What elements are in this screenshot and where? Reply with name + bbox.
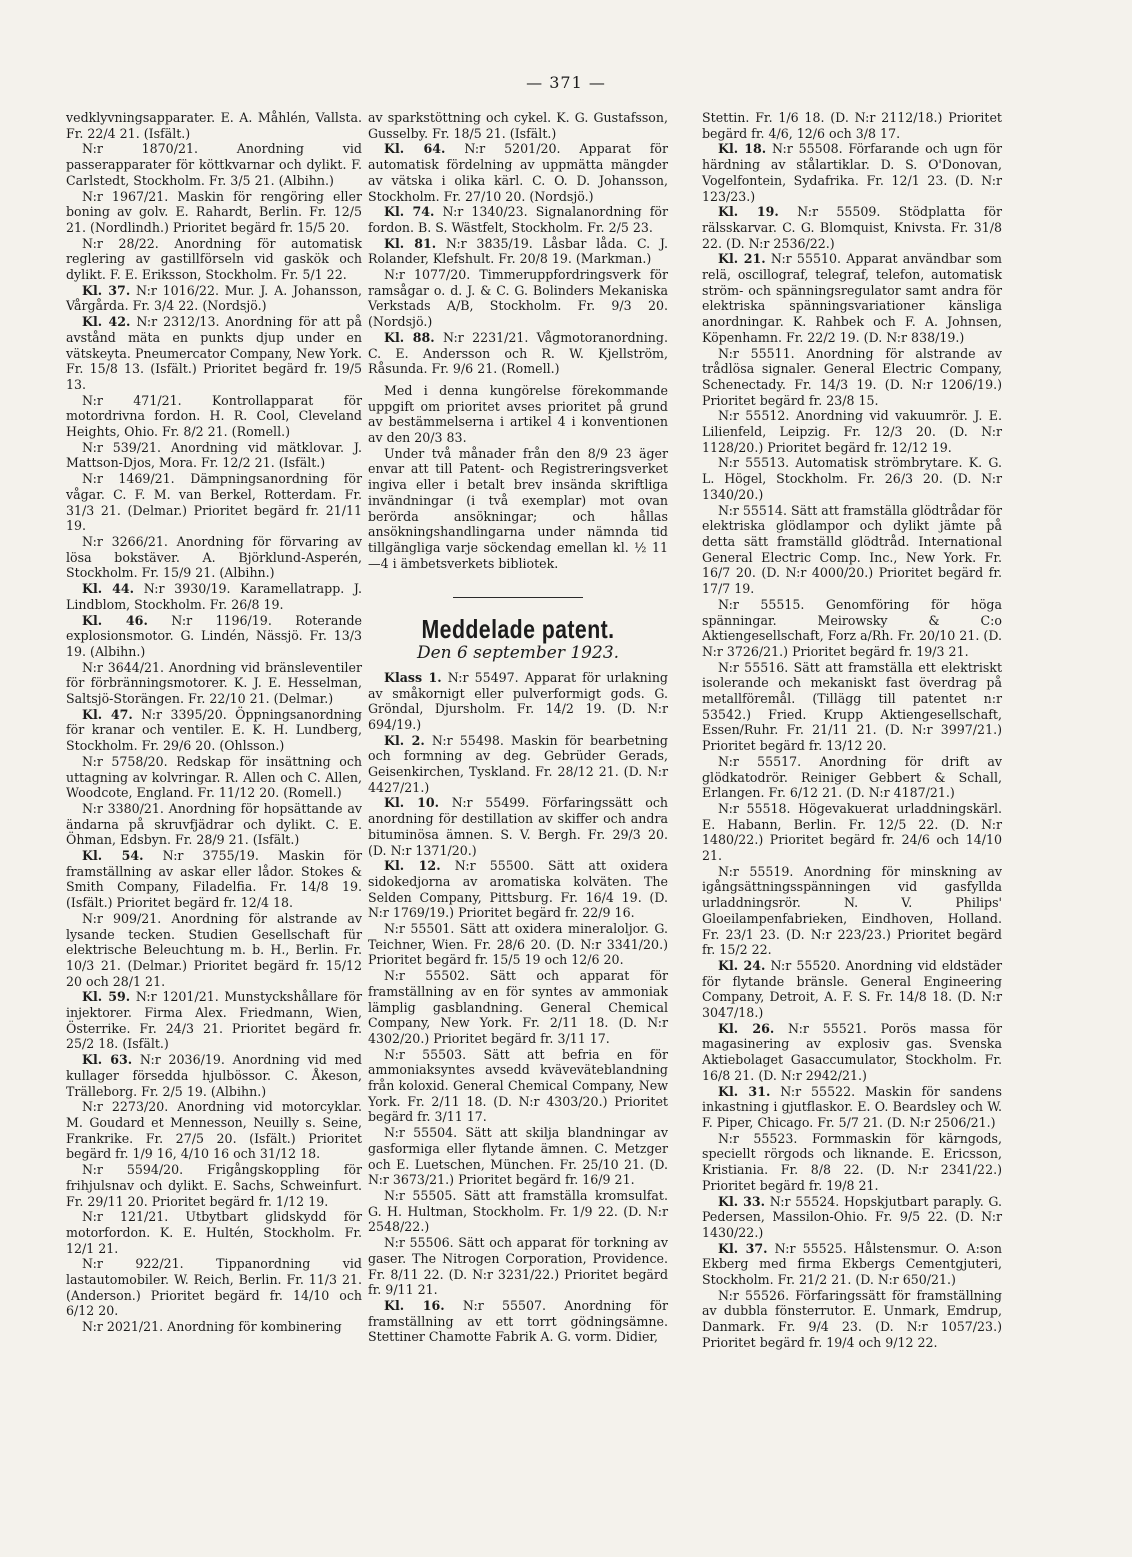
entry-paragraph: Kl. 19. N:r 55509. Stödplatta för rälsskarvar. C. G. Blomquist, Knivsta. Fr. 31/8 22. (D. N:r 2536/22.): [702, 204, 1002, 251]
entry-paragraph: N:r 121/21. Utbytbart glidskydd för motorfordon. K. E. Hultén, Stockholm. Fr. 12/1 21.: [66, 1209, 362, 1256]
entry-paragraph: N:r 55512. Anordning vid vakuumrör. J. E. Lilienfeld, Leipzig. Fr. 12/3 20. (D. N:r 1128/20.) Prioritet begärd fr. 12/12 19.: [702, 408, 1002, 455]
section-date: Den 6 september 1923.: [416, 643, 620, 664]
entry-paragraph: N:r 55513. Automatisk strömbrytare. K. G. L. Högel, Stockholm. Fr. 26/3 20. (D. N:r 1340/20.): [702, 455, 1002, 502]
entry-paragraph: Klass 1. N:r 55497. Apparat för urlakning av småkornigt eller pulverformigt gods. G. Gröndal, Djursholm. Fr. 14/2 19. (D. N:r 694/19.): [368, 669, 668, 732]
entry-paragraph: N:r 5758/20. Redskap för insättning och uttagning av kolvringar. R. Allen och C. Allen, Woodcote, England. Fr. 11/12 20. (Romell.): [66, 753, 362, 801]
column-3: [702, 110, 1002, 1351]
entry-paragraph: Kl. 59. N:r 1201/21. Munstyckshållare för injektorer. Firma Alex. Friedmann, Wien, Österrike. Fr. 24/3 21. Prioritet begärd fr. 25/2 18. (Isfält.): [66, 989, 362, 1052]
entry-paragraph: Under två månader från den 8/9 23 äger envar att till Patent- och Registreringsverket ingiva eller i betalt brev insända skriftliga invändningar (i två exemplar) mot ovan berörda ansökningar; och hållas ansökningshandlingarna under nämnda tid tillgängliga varje söckendag emellan kl. ½ 11—4 i ämbetsverkets bibliotek.: [368, 445, 668, 571]
entry-paragraph: N:r 55504. Sätt att skilja blandningar av gasformiga eller flytande ämnen. C. Metzger och E. Luetschen, München. Fr. 25/10 21. (D. N:r 3673/21.) Prioritet begärd fr. 16/9 21.: [368, 1125, 668, 1188]
entry-paragraph: Kl. 64. N:r 5201/20. Apparat för automatisk fördelning av uppmätta mängder av vätska i olika kärl. C. O. D. Johansson, Stockholm. Fr. 27/10 20. (Nordsjö.): [368, 141, 668, 204]
entry-paragraph: N:r 1469/21. Dämpningsanordning för vågar. C. F. M. van Berkel, Rotterdam. Fr. 31/3 21. (Delmar.) Prioritet begärd fr. 21/11 19.: [66, 471, 362, 534]
entry-paragraph: N:r 1870/21. Anordning vid passerapparater för köttkvarnar och dylikt. F. Carlstedt, Stockholm. Fr. 3/5 21. (Albihn.): [66, 141, 362, 188]
entry-paragraph: Kl. 18. N:r 55508. Förfarande och ugn för härdning av stålartiklar. D. S. O'Donovan, Vogelfontein, Sydafrika. Fr. 12/1 23. (D. N:r 123/23.): [702, 141, 1002, 204]
entry-paragraph: Kl. 47. N:r 3395/20. Öppningsanordning för kranar och ventiler. E. K. H. Lundberg, Stockholm. Fr. 29/6 20. (Ohlsson.): [66, 706, 362, 754]
entry-paragraph: Kl. 24. N:r 55520. Anordning vid eldstäder för flytande bränsle. General Engineering Company, Detroit, A. F. S. Fr. 14/8 18. (D. N:r 3047/18.): [702, 957, 1002, 1021]
entry-paragraph: Kl. 10. N:r 55499. Förfaringssätt och anordning för destillation av skiffer och andra bituminösa ämnen. S. V. Bergh. Fr. 29/3 20. (D. N:r 1371/20.): [368, 795, 668, 858]
entry-paragraph: vedklyvningsapparater. E. A. Måhlén, Vallsta. Fr. 22/4 21. (Isfält.): [66, 110, 362, 141]
entry-paragraph: Med i denna kungörelse förekommande uppgift om prioritet avses prioritet på grund av bestämmelserna i artikel 4 i konventionen av den 20/3 83.: [368, 382, 668, 446]
column-1: [66, 110, 362, 1335]
entry-paragraph: Kl. 37. N:r 1016/22. Mur. J. A. Johansson, Vårgårda. Fr. 3/4 22. (Nordsjö.): [66, 282, 362, 314]
entry-paragraph: N:r 55511. Anordning för alstrande av trådlösa signaler. General Electric Company, Schenectady. Fr. 14/3 19. (D. N:r 1206/19.) Prioritet begärd fr. 23/8 15.: [702, 345, 1002, 408]
entry-paragraph: N:r 2273/20. Anordning vid motorcyklar. M. Goudard et Mennesson, Neuilly s. Seine, Frankrike. Fr. 27/5 20. (Isfält.) Prioritet begärd fr. 1/9 16, 4/10 16 och 31/12 18.: [66, 1099, 362, 1162]
entry-paragraph: Kl. 88. N:r 2231/21. Vågmotoranordning. C. E. Andersson och R. W. Kjellström, Råsunda. Fr. 9/6 21. (Romell.): [368, 329, 668, 377]
entry-paragraph: Kl. 44. N:r 3930/19. Karamellatrapp. J. Lindblom, Stockholm. Fr. 26/8 19.: [66, 581, 362, 612]
entry-paragraph: N:r 55514. Sätt att framställa glödtrådar för elektriska glödlampor och dylikt jämte på detta sätt framställd glödtråd. International General Electric Comp. Inc., New York. Fr. 16/7 20. (D. N:r 4000/20.) Prioritet begärd fr. 17/7 19.: [702, 502, 1002, 597]
entry-paragraph: N:r 3380/21. Anordning för hopsättande av ändarna på skruvfjädrar och dylikt. C. E. Öhman, Edsbyn. Fr. 28/9 21. (Isfält.): [66, 800, 362, 848]
entry-paragraph: N:r 471/21. Kontrollapparat för motordrivna fordon. H. R. Cool, Cleveland Heights, Ohio. Fr. 8/2 21. (Romell.): [66, 392, 362, 440]
entry-paragraph: Kl. 2. N:r 55498. Maskin för bearbetning och formning av deg. Gebrüder Gerads, Geisenkirchen, Tyskland. Fr. 28/12 21. (D. N:r 4427/21.): [368, 732, 668, 795]
entry-paragraph: N:r 55519. Anordning för minskning av igångsättningsspänningen vid gasfyllda urladdningsrör. N. V. Philips' Gloeilampenfabrieken, Eindhoven, Holland. Fr. 23/1 23. (D. N:r 223/23.) Prioritet begärd fr. 15/2 22.: [702, 863, 1002, 958]
entry-paragraph: N:r 55517. Anordning för drift av glödkatodrör. Reiniger Gebbert & Schall, Erlangen. Fr. 6/12 21. (D. N:r 4187/21.): [702, 753, 1002, 801]
entry-paragraph: N:r 55502. Sätt och apparat för framställning av en för syntes av ammoniak lämplig gasblandning. General Chemical Company, New York. Fr. 2/11 18. (D. N:r 4302/20.) Prioritet begärd fr. 3/11 17.: [368, 968, 668, 1046]
entry-paragraph: Kl. 26. N:r 55521. Porös massa för magasinering av explosiv gas. Svenska Aktiebolaget Gasaccumulator, Stockholm. Fr. 16/8 21. (D. N:r 2942/21.): [702, 1020, 1002, 1083]
entry-paragraph: N:r 28/22. Anordning för automatisk reglering av gastillförseln vid gaskök och dylikt. F. E. Eriksson, Stockholm. Fr. 5/1 22.: [66, 235, 362, 283]
entry-paragraph: Kl. 33. N:r 55524. Hopskjutbart paraply. G. Pedersen, Massilon-Ohio. Fr. 9/5 22. (D. N:r 1430/22.): [702, 1193, 1002, 1240]
entry-paragraph: N:r 55515. Genomföring för höga spänningar. Meirowsky & C:o Aktiengesellschaft, Forz a/Rh. Fr. 20/10 21. (D. N:r 3726/21.) Prioritet begärd fr. 19/3 21.: [702, 596, 1002, 659]
column-2: [368, 110, 668, 1345]
entry-paragraph: Kl. 31. N:r 55522. Maskin för sandens inkastning i gjutflaskor. E. O. Beardsley och W. F. Piper, Chicago. Fr. 5/7 21. (D. N:r 2506/21.): [702, 1083, 1002, 1130]
entry-paragraph: av sparkstöttning och cykel. K. G. Gustafsson, Gusselby. Fr. 18/5 21. (Isfält.): [368, 110, 668, 141]
entry-paragraph: Kl. 16. N:r 55507. Anordning för framställning av ett torrt gödningsämne. Stettiner Chamotte Fabrik A. G. vorm. Didier,: [368, 1297, 668, 1345]
entry-paragraph: Kl. 42. N:r 2312/13. Anordning för att på avstånd mäta en punkts djup under en vätskeyta. Pneumercator Company, New York. Fr. 15/8 13. (Isfält.) Prioritet begärd fr. 19/5 13.: [66, 314, 362, 392]
entry-paragraph: N:r 2021/21. Anordning för kombinering: [82, 1319, 342, 1335]
entry-paragraph: Kl. 12. N:r 55500. Sätt att oxidera sidokedjorna av aromatiska kolväten. The Selden Company, Pittsburg. Fr. 16/4 19. (D. N:r 1769/19.) Prioritet begärd fr. 22/9 16.: [368, 858, 668, 921]
entry-paragraph: N:r 539/21. Anordning vid mätklovar. J. Mattson-Djos, Mora. Fr. 12/2 21. (Isfält.): [66, 439, 362, 471]
entry-paragraph: N:r 3644/21. Anordning vid bränsleventiler för förbränningsmotorer. K. J. E. Hesselman, Saltsjö-Storängen. Fr. 22/10 21. (Delmar.): [66, 659, 362, 707]
entry-paragraph: Stettin. Fr. 1/6 18. (D. N:r 2112/18.) Prioritet begärd fr. 4/6, 12/6 och 3/8 17.: [702, 110, 1002, 141]
entry-paragraph: N:r 909/21. Anordning för alstrande av lysande tecken. Studien Gesellschaft für elektrische Beleuchtung m. b. H., Berlin. Fr. 10/3 21. (Delmar.) Prioritet begärd fr. 15/12 20 och 28/1 21.: [66, 910, 362, 989]
section-divider: [453, 597, 583, 598]
entry-paragraph: N:r 1967/21. Maskin för rengöring eller boning av golv. E. Rahardt, Berlin. Fr. 12/5 21. (Nordlindh.) Prioritet begärd fr. 15/5 20.: [66, 188, 362, 235]
entry-paragraph: N:r 1077/20. Timmeruppfordringsverk för ramsågar o. d. J. & C. G. Bolinders Mekaniska Verkstads A/B, Stockholm. Fr. 9/3 20. (Nordsjö.): [368, 267, 668, 330]
entry-paragraph: N:r 55526. Förfaringssätt för framställning av dubbla fönsterrutor. E. Unmark, Emdrup, Danmark. Fr. 9/4 23. (D. N:r 1057/23.) Prioritet begärd fr. 19/4 och 9/12 22.: [702, 1287, 1002, 1350]
patent-list: [368, 670, 668, 1345]
entry-paragraph: N:r 55518. Högevakuerat urladdningskärl. E. Habann, Berlin. Fr. 12/5 22. (D. N:r 1480/22.) Prioritet begärd fr. 24/6 och 14/10 21.: [702, 800, 1002, 864]
entry-paragraph: N:r 55516. Sätt att framställa ett elektriskt isolerande och mekaniskt fast överdrag på metallföremål. (Tillägg till patentet n:r 53542.) Fried. Krupp Aktiengesellschaft, Essen/Ruhr. Fr. 21/11 21. (D. N:r 3997/21.) Prioritet begärd fr. 13/12 20.: [702, 659, 1002, 754]
page-number: — 371 —: [526, 73, 606, 92]
entry-paragraph: N:r 55506. Sätt och apparat för torkning av gaser. The Nitrogen Corporation, Providence. Fr. 8/11 22. (D. N:r 3231/22.) Prioritet begärd fr. 9/11 21.: [368, 1235, 668, 1298]
entry-paragraph: Kl. 46. N:r 1196/19. Roterande explosionsmotor. G. Lindén, Nässjö. Fr. 13/3 19. (Albihn.): [66, 612, 362, 659]
section-title: Meddelade patent.: [421, 614, 615, 645]
entry-paragraph: Kl. 81. N:r 3835/19. Låsbar låda. C. J. Rolander, Klefshult. Fr. 20/8 19. (Markman.): [368, 235, 668, 267]
entry-paragraph: Kl. 54. N:r 3755/19. Maskin för framställning av askar eller lådor. Stokes & Smith Company, Filadelfia. Fr. 14/8 19. (Isfält.) Prioritet begärd fr. 12/4 18.: [66, 848, 362, 911]
entry-paragraph: N:r 55523. Formmaskin för kärngods, speciellt rörgods och liknande. E. Ericsson, Kristiania. Fr. 8/8 22. (D. N:r 2341/22.) Prioritet begärd fr. 19/8 21.: [702, 1130, 1002, 1193]
entry-paragraph: N:r 55503. Sätt att befria en för ammoniaksyntes avsedd kväveväteblandning från koloxid. General Chemical Company, New York. Fr. 2/11 18. (D. N:r 4303/20.) Prioritet begärd fr. 3/11 17.: [368, 1046, 668, 1125]
notice-text: [368, 383, 668, 571]
entry-paragraph: N:r 5594/20. Frigångskoppling för frihjulsnav och dylikt. E. Sachs, Schweinfurt. Fr. 29/11 20. Prioritet begärd fr. 1/12 19.: [66, 1162, 362, 1209]
entry-paragraph: Kl. 21. N:r 55510. Apparat användbar som relä, oscillograf, telegraf, telefon, automatisk ström- och spänningsregulator samt andra för elektriska spänningsvariationer känsliga anordningar. K. Rahbek och F. A. Johnsen, Köpenhamn. Fr. 22/2 19. (D. N:r 838/19.): [702, 251, 1002, 345]
entry-paragraph: Kl. 37. N:r 55525. Hålstensmur. O. A:son Ekberg med firma Ekbergs Cementgjuteri, Stockholm. Fr. 21/2 21. (D. N:r 650/21.): [702, 1240, 1002, 1288]
entry-paragraph: Kl. 74. N:r 1340/23. Signalanordning för fordon. B. S. Wästfelt, Stockholm. Fr. 2/5 23.: [368, 204, 668, 235]
entry-paragraph: N:r 55505. Sätt att framställa kromsulfat. G. H. Hultman, Stockholm. Fr. 1/9 22. (D. N:r 2548/22.): [368, 1188, 668, 1235]
entry-paragraph: N:r 922/21. Tippanordning vid lastautomobiler. W. Reich, Berlin. Fr. 11/3 21. (Anderson.) Prioritet begärd fr. 14/10 och 6/12 20.: [66, 1256, 362, 1319]
entry-paragraph: N:r 55501. Sätt att oxidera mineraloljor. G. Teichner, Wien. Fr. 28/6 20. (D. N:r 3341/20.) Prioritet begärd fr. 15/5 19 och 12/6 20.: [368, 921, 668, 968]
entry-paragraph: Kl. 63. N:r 2036/19. Anordning vid med kullager försedda hjulbössor. C. Åkeson, Trälleborg. Fr. 2/5 19. (Albihn.): [66, 1052, 362, 1099]
column-2-listings: [368, 110, 668, 377]
entry-paragraph: N:r 3266/21. Anordning för förvaring av lösa bokstäver. A. Björklund-Asperén, Stockholm. Fr. 15/9 21. (Albihn.): [66, 533, 362, 581]
